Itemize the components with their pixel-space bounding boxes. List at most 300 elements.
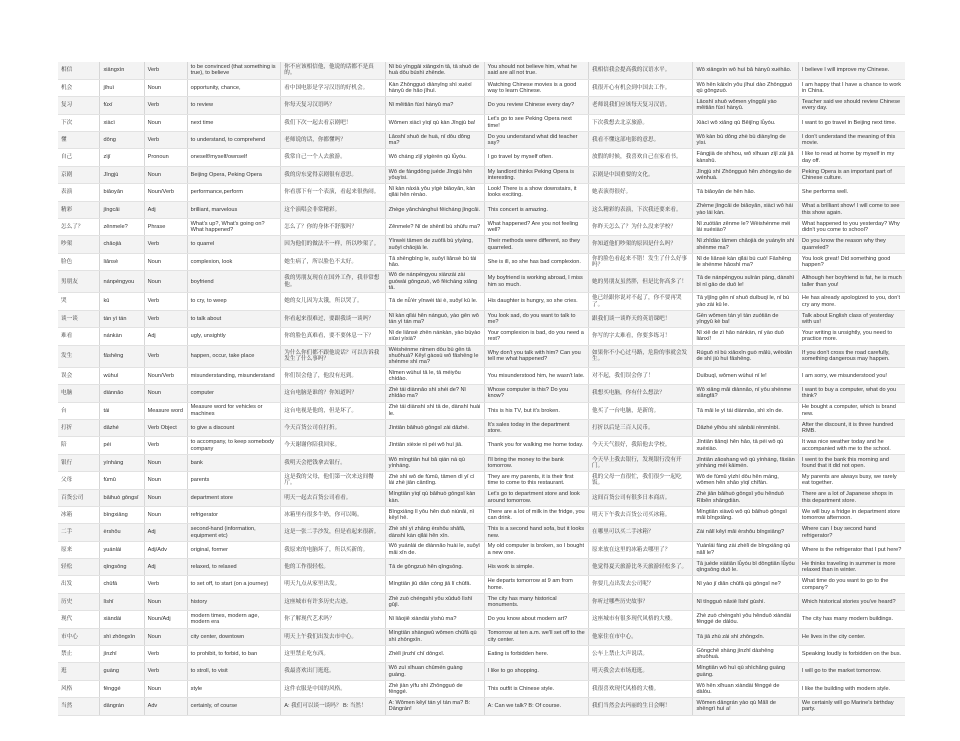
table-row	[58, 201, 905, 218]
cell-part-of-speech: Verb	[144, 663, 187, 680]
cell-example1-chinese: 你看起来很难过，要跟我谈一谈吗？	[281, 310, 385, 327]
table-row	[58, 454, 905, 471]
cell-example1-english: My boyfriend is working abroad, I miss him so much.	[484, 271, 588, 293]
cell-example2-pinyin: Wǒmen dāngrán yào qù Mǎlì de shēngrì huì a!	[693, 698, 798, 715]
cell-pinyin: bǎihuò gōngsī	[100, 489, 144, 506]
cell-part-of-speech: Adj	[144, 201, 187, 218]
cell-example1-english: This concert is amazing.	[484, 201, 588, 218]
cell-example2-pinyin: Nǐ yào jǐ diǎn chūfā qù gōngsī ne?	[693, 576, 798, 593]
table-row	[58, 541, 905, 558]
cell-pinyin: diànnǎo	[100, 385, 144, 402]
cell-example1-chinese: 我常自己一个人去旅游。	[281, 149, 385, 166]
cell-pinyin: jīhuì	[100, 79, 144, 96]
cell-example2-chinese: 今天天气很好，我陪他去学校。	[589, 437, 693, 454]
cell-example2-pinyin: Tā biǎoyǎn de hěn hǎo.	[693, 184, 798, 201]
cell-example1-pinyin: A: Wǒmen kěyǐ tán yì tán ma? B: Dāngrán!	[385, 698, 484, 715]
cell-part-of-speech: Adj	[144, 524, 187, 541]
cell-example1-chinese: 看中国电影是学习汉语的好机会。	[281, 79, 385, 96]
vocabulary-table-body	[58, 62, 905, 715]
cell-example1-english: You should not believe him, what he said are all not true.	[484, 62, 588, 79]
cell-example2-pinyin: Jīngjù shì Zhōngguó hěn zhòngyào de wénhuà.	[693, 166, 798, 183]
cell-pinyin: dǒng	[100, 132, 144, 149]
cell-example1-english: Why don't you talk with him? Can you tell me what happened?	[484, 345, 588, 367]
cell-example1-pinyin: Jīntiān bǎihuò gōngsī zài dǎzhé.	[385, 419, 484, 436]
cell-pinyin: wùhuì	[100, 367, 144, 384]
cell-hanzi: 自己	[58, 149, 100, 166]
table-row	[58, 419, 905, 436]
cell-example2-english: Your writing is unsightly, you need to practice more.	[798, 328, 905, 345]
cell-example1-chinese: 明天九点从家里出发。	[281, 576, 385, 593]
cell-hanzi: 历史	[58, 593, 100, 610]
cell-example1-english: This outfit is Chinese style.	[484, 680, 588, 697]
cell-definition: modern times, modern age, modern era	[187, 611, 281, 628]
cell-pinyin: lìshǐ	[100, 593, 144, 610]
cell-example1-english: Do you understand what did teacher say?	[484, 132, 588, 149]
cell-example1-chinese: 今天百货公司在打折。	[281, 419, 385, 436]
cell-example2-english: I like to read at home by myself in my day off.	[798, 149, 905, 166]
cell-pinyin: liǎnsè	[100, 253, 144, 270]
cell-example1-pinyin: Wǒ de nánpéngyou xiànzài zài guówài gōngzuò, wǒ fēicháng xiǎng tā.	[385, 271, 484, 293]
cell-definition: next time	[187, 114, 281, 131]
cell-example2-chinese: 明天我会去市场逛逛。	[589, 663, 693, 680]
cell-example2-pinyin: Zhème jīngcǎi de biǎoyǎn, xiàcì wǒ hái yào lái kàn.	[693, 201, 798, 218]
cell-example2-pinyin: Yuánlái fàng zài zhèlǐ de bīngxiāng qù nǎlǐ le?	[693, 541, 798, 558]
cell-example1-english: Do you know about modern art?	[484, 611, 588, 628]
cell-example1-chinese: 我的男朋友现在在国外工作，我非常想他。	[281, 271, 385, 293]
cell-example1-english: The city has many historical monuments.	[484, 593, 588, 610]
cell-example2-english: You look great! Did something good happen?	[798, 253, 905, 270]
cell-example2-chinese: 今天早上我去银行，发现银行没有开门。	[589, 454, 693, 471]
cell-example2-chinese: 在哪里可以买二手冰箱？	[589, 524, 693, 541]
cell-part-of-speech: Adv	[144, 698, 187, 715]
cell-example2-chinese: 你昨天怎么了？为什么没来学校？	[589, 219, 693, 236]
cell-example2-chinese: 他买了一台电脑，是新的。	[589, 402, 693, 419]
cell-hanzi: 出发	[58, 576, 100, 593]
cell-part-of-speech: Noun	[144, 472, 187, 489]
cell-example1-english: You look sad, do you want to talk to me?	[484, 310, 588, 327]
cell-example2-pinyin: Tā de nánpéngyou suīrán pàng, dànshì bǐ nǐ gāo de duō le!	[693, 271, 798, 293]
cell-part-of-speech: Verb	[144, 646, 187, 663]
table-row	[58, 114, 905, 131]
cell-example1-chinese: 你了解现代艺术吗？	[281, 611, 385, 628]
cell-part-of-speech: Verb	[144, 576, 187, 593]
cell-example1-pinyin: Nǐ de liǎnsè zhēn nánkàn, yào búyào xiūxi yíxià?	[385, 328, 484, 345]
cell-example2-pinyin: Nǐ zhīdào tāmen chǎojià de yuányīn shì shénme ma?	[693, 236, 798, 253]
cell-part-of-speech: Noun/Verb	[144, 367, 187, 384]
cell-example1-english: He departs tomorrow at 9 am from home.	[484, 576, 588, 593]
cell-example1-pinyin: Wèishénme nǐmen dōu bù gēn tā shuōhuà? Kěyǐ gàosù wǒ fāshēng le shénme shì ma?	[385, 345, 484, 367]
cell-example2-chinese: 他觉得夏天旅游比冬天旅游轻松多了。	[589, 559, 693, 576]
cell-part-of-speech: Noun	[144, 680, 187, 697]
cell-part-of-speech: Noun	[144, 489, 187, 506]
cell-example2-chinese: 这么精彩的表演，下次我还要来看。	[589, 201, 693, 218]
cell-example1-pinyin: Tā de gōngzuò hěn qīngsōng.	[385, 559, 484, 576]
cell-definition: oneself/myself/ownself	[187, 149, 281, 166]
cell-part-of-speech: Noun	[144, 79, 187, 96]
cell-example2-english: Peking Opera is an important part of Chinese culture.	[798, 166, 905, 183]
cell-example1-english: Let's go to department store and look around tomorrow.	[484, 489, 588, 506]
cell-example2-english: He lives in the city center.	[798, 628, 905, 645]
cell-example2-pinyin: Zài nǎlǐ kěyǐ mǎi èrshǒu bīngxiāng?	[693, 524, 798, 541]
cell-example2-pinyin: Tā yǐjīng gēn nǐ shuō duìbuqǐ le, nǐ bú yào zài kū le.	[693, 293, 798, 310]
table-row	[58, 166, 905, 183]
cell-definition: brilliant, marvelous	[187, 201, 281, 218]
cell-example2-english: I like the building with modern style.	[798, 680, 905, 697]
cell-definition: complexion, look	[187, 253, 281, 270]
table-row	[58, 680, 905, 697]
cell-example1-pinyin: Zěnmele? Nǐ de shēntǐ bù shūfu ma?	[385, 219, 484, 236]
cell-example1-chinese: 明天一起去百货公司看看。	[281, 489, 385, 506]
cell-example2-english: Where is the refrigerator that I put here?	[798, 541, 905, 558]
cell-example2-english: We will buy a fridge in department store tomorrow afternoon.	[798, 506, 905, 523]
cell-example1-pinyin: Nǐ kàn qǐlái hěn nánguò, yào gēn wǒ tán yì tán ma?	[385, 310, 484, 327]
cell-example1-pinyin: Míngtiān jiǔ diǎn cóng jiā lǐ chūfā.	[385, 576, 484, 593]
cell-hanzi: 打折	[58, 419, 100, 436]
cell-hanzi: 怎么了？	[58, 219, 100, 236]
cell-example1-english: Watching Chinese movies is a good way to learn Chinese.	[484, 79, 588, 96]
cell-example1-pinyin: Wǒ yuánlái de diànnǎo huài le, suǒyǐ mǎi xīn de.	[385, 541, 484, 558]
cell-example1-pinyin: Nǐ kàn nàxià yǒu yígè biǎoyǎn, kàn qǐlái hěn rènào.	[385, 184, 484, 201]
cell-definition: parents	[187, 472, 281, 489]
cell-example1-pinyin: Zhèlǐ jìnzhǐ chī dōngxī.	[385, 646, 484, 663]
cell-hanzi: 懂	[58, 132, 100, 149]
cell-part-of-speech: Verb Object	[144, 419, 187, 436]
cell-example2-chinese: 京剧是中国重要的文化。	[589, 166, 693, 183]
cell-definition: department store	[187, 489, 281, 506]
cell-example1-chinese: 她的女儿因为太饿，所以哭了。	[281, 293, 385, 310]
cell-definition: boyfriend	[187, 271, 281, 293]
cell-example1-chinese: 这座城市有许多历史古迹。	[281, 593, 385, 610]
cell-hanzi: 父母	[58, 472, 100, 489]
cell-example1-english: Tomorrow at ten a.m. we'll set off to the city center.	[484, 628, 588, 645]
cell-pinyin: xiàcì	[100, 114, 144, 131]
cell-example2-pinyin: Wǒ de fùmǔ yìzhí dōu hěn máng, wǒmen hěn shǎo yìqǐ chīfàn.	[693, 472, 798, 489]
cell-example1-pinyin: Zhè jiàn yīfu shì Zhōngguó de fēnggé.	[385, 680, 484, 697]
cell-pinyin: èrshǒu	[100, 524, 144, 541]
cell-definition: history	[187, 593, 281, 610]
table-row	[58, 576, 905, 593]
cell-example2-english: I am happy that I have a chance to work in China.	[798, 79, 905, 96]
cell-example1-english: I like to go shopping.	[484, 663, 588, 680]
cell-example2-pinyin: Lǎoshī shuō wǒmen yīnggāi yào měitiān fùxí hànyǔ.	[693, 97, 798, 114]
cell-example1-chinese: 她生病了，所以脸色不太好。	[281, 253, 385, 270]
cell-pinyin: shì zhōngxīn	[100, 628, 144, 645]
table-row	[58, 593, 905, 610]
cell-hanzi: 京剧	[58, 166, 100, 183]
cell-part-of-speech: Noun	[144, 253, 187, 270]
cell-pinyin: nánkàn	[100, 328, 144, 345]
cell-pinyin: fùmǔ	[100, 472, 144, 489]
table-row	[58, 253, 905, 270]
cell-example2-english: What happened to you yesterday? Why didn't you come to school?	[798, 219, 905, 236]
cell-example2-chinese: 这座城市有很多现代风格的大楼。	[589, 611, 693, 628]
cell-hanzi: 当然	[58, 698, 100, 715]
cell-example1-english: His work is simple.	[484, 559, 588, 576]
cell-hanzi: 电脑	[58, 385, 100, 402]
cell-example2-english: After the discount, it is three hundred RMB.	[798, 419, 905, 436]
cell-example1-pinyin: Wǒ míngtiān huì bǎ qián ná qù yínháng.	[385, 454, 484, 471]
cell-example2-chinese: 你的脸色看起来不错！发生了什么好事吗？	[589, 253, 693, 270]
cell-example2-chinese: 你听过哪些历史故事？	[589, 593, 693, 610]
cell-example1-english: His daughter is hungry, so she cries.	[484, 293, 588, 310]
cell-example2-chinese: 我相信我会提高我的汉语水平。	[589, 62, 693, 79]
cell-example1-pinyin: Tā de nǚ'ér yīnwèi tài è, suǒyǐ kū le.	[385, 293, 484, 310]
cell-definition: relaxed, to relaxed	[187, 559, 281, 576]
cell-hanzi: 轻松	[58, 559, 100, 576]
cell-definition: style	[187, 680, 281, 697]
cell-example2-pinyin: Zhè zuò chéngshì yǒu hěnduō xiàndài fēnggé de dàlóu.	[693, 611, 798, 628]
cell-example1-pinyin: Zhè shì yì zhāng èrshǒu shāfā, dànshì kàn qǐlái hěn xīn.	[385, 524, 484, 541]
cell-definition: bank	[187, 454, 281, 471]
table-row	[58, 345, 905, 367]
cell-part-of-speech: Noun	[144, 628, 187, 645]
table-row	[58, 219, 905, 236]
table-row	[58, 293, 905, 310]
cell-example2-pinyin: Wǒ kàn bù dǒng zhè bù diànyǐng de yìsi.	[693, 132, 798, 149]
cell-part-of-speech: Noun	[144, 506, 187, 523]
cell-pinyin: chūfā	[100, 576, 144, 593]
cell-example2-english: I believe I will improve my Chinese.	[798, 62, 905, 79]
cell-example2-english: There are a lot of Japanese shops in this department store.	[798, 489, 905, 506]
cell-example2-english: Which historical stories you've heard?	[798, 593, 905, 610]
cell-example2-english: If you don't cross the road carefully, something dangerous may happen.	[798, 345, 905, 367]
cell-example2-english: Although her boyfriend is fat, he is much taller than you!	[798, 271, 905, 293]
cell-example2-english: What a brilliant show! I will come to see this show again.	[798, 201, 905, 218]
cell-definition: to quarrel	[187, 236, 281, 253]
cell-example2-chinese: 我的父母一直很忙，我们很少一起吃饭。	[589, 472, 693, 489]
table-row	[58, 698, 905, 715]
cell-example1-chinese: 你看那下有一个表演，看起来很热闹。	[281, 184, 385, 201]
cell-hanzi: 冰箱	[58, 506, 100, 523]
cell-part-of-speech: Pronoun	[144, 149, 187, 166]
table-row	[58, 663, 905, 680]
table-row	[58, 437, 905, 454]
cell-definition: refrigerator	[187, 506, 281, 523]
cell-example1-chinese: 你的脸色真难看，要不要休息一下？	[281, 328, 385, 345]
cell-example2-pinyin: Rúguǒ nǐ bù xiǎoxīn guò mǎlù, wēixiǎn de shì jiù huì fāshēng.	[693, 345, 798, 367]
cell-definition: Measure word for vehicles or machines	[187, 402, 281, 419]
cell-hanzi: 台	[58, 402, 100, 419]
cell-example1-pinyin: Nǐ bù yīnggāi xiāngxìn tā, tā shuō de huà dōu búshì zhēnde.	[385, 62, 484, 79]
cell-example1-english: Eating is forbidden here.	[484, 646, 588, 663]
table-row	[58, 385, 905, 402]
cell-pinyin: tán yì tán	[100, 310, 144, 327]
table-row	[58, 271, 905, 293]
cell-example2-english: I don't understand the meaning of this movie.	[798, 132, 905, 149]
cell-definition: opportunity, chance,	[187, 79, 281, 96]
cell-definition: to review	[187, 97, 281, 114]
cell-example1-english: She is ill, so she has bad complexion.	[484, 253, 588, 270]
cell-example1-pinyin: Jīntiān xièxie nǐ péi wǒ huí jiā.	[385, 437, 484, 454]
cell-pinyin: fēnggé	[100, 680, 144, 697]
cell-definition: happen, occur, take place	[187, 345, 281, 367]
cell-part-of-speech: Noun	[144, 385, 187, 402]
cell-example1-chinese: 因为他们的做法不一样，所以吵架了。	[281, 236, 385, 253]
cell-part-of-speech: Noun/Verb	[144, 184, 187, 201]
cell-pinyin: biǎoyǎn	[100, 184, 144, 201]
cell-example2-pinyin: Dǎzhé yǐhòu shì sānbǎi rénmínbì.	[693, 419, 798, 436]
table-row	[58, 489, 905, 506]
cell-example2-pinyin: Wǒ xiǎng mǎi diànnǎo, nǐ yǒu shénme xiǎngfǎ?	[693, 385, 798, 402]
cell-example2-english: She performs well.	[798, 184, 905, 201]
cell-pinyin: xiàndài	[100, 611, 144, 628]
cell-example2-chinese: 如果你不小心过马路，危险的事就会发生。	[589, 345, 693, 367]
cell-pinyin: chǎojià	[100, 236, 144, 253]
cell-pinyin: guàng	[100, 663, 144, 680]
cell-example1-chinese: 这件衣服是中国的风格。	[281, 680, 385, 697]
cell-example2-english: He bought a computer, which is brand new.	[798, 402, 905, 419]
cell-example1-chinese: 你每天复习汉语吗？	[281, 97, 385, 114]
cell-hanzi: 精彩	[58, 201, 100, 218]
cell-example2-chinese: 放假的时候，我喜欢自己在家看书。	[589, 149, 693, 166]
cell-example1-chinese: 明天上午我们出发去市中心。	[281, 628, 385, 645]
cell-hanzi: 谈一谈	[58, 310, 100, 327]
cell-part-of-speech: Measure word	[144, 402, 187, 419]
cell-example1-english: What happened? Are you not feeling well?	[484, 219, 588, 236]
cell-example2-english: He thinks traveling in summer is more relaxed than in winter.	[798, 559, 905, 576]
cell-part-of-speech: Adj/Adv	[144, 541, 187, 558]
cell-example2-pinyin: Míngtiān wǒ huì qù shìchǎng guàng guàng.	[693, 663, 798, 680]
cell-example1-chinese: 这是一张二手沙发，但是看起来很新。	[281, 524, 385, 541]
cell-example2-pinyin: Nǐ tīngguò nǎxiē lìshǐ gùshì.	[693, 593, 798, 610]
cell-definition: to accompany, to keep somebody company	[187, 437, 281, 454]
cell-hanzi: 下次	[58, 114, 100, 131]
cell-example2-pinyin: Tā jiā zhù zài shì zhōngxīn.	[693, 628, 798, 645]
table-row	[58, 310, 905, 327]
cell-hanzi: 禁止	[58, 646, 100, 663]
cell-example1-pinyin: Nǐmen wùhuì tā le, tā méiyǒu chídào.	[385, 367, 484, 384]
cell-example2-english: I am sorry, we misunderstood you!	[798, 367, 905, 384]
cell-example1-pinyin: Wǒ de fángdōng juéde Jīngjù hěn yǒuyìsi.	[385, 166, 484, 183]
cell-definition: city center, downtown	[187, 628, 281, 645]
table-row	[58, 132, 905, 149]
cell-example2-chinese: 我们当然会去玛丽的生日会啊！	[589, 698, 693, 715]
cell-example1-chinese: 这是我的父母，他们第一次来这间餐厅。	[281, 472, 385, 489]
cell-pinyin: fùxí	[100, 97, 144, 114]
cell-pinyin: péi	[100, 437, 144, 454]
cell-definition: to talk about	[187, 310, 281, 327]
cell-example1-chinese: 怎么了？你的身体不舒服吗？	[281, 219, 385, 236]
cell-definition: certainly, of course	[187, 698, 281, 715]
table-row	[58, 524, 905, 541]
cell-pinyin: yuánlái	[100, 541, 144, 558]
cell-part-of-speech: Noun	[144, 593, 187, 610]
cell-definition: to set off, to start (on a journey)	[187, 576, 281, 593]
cell-example2-english: I will go to the market tomorrow.	[798, 663, 905, 680]
cell-definition: ugly, unsightly	[187, 328, 281, 345]
cell-example2-english: It was nice weather today and he accompanied with me to the school.	[798, 437, 905, 454]
cell-example2-chinese: 我很开心有机会到中国去工作。	[589, 79, 693, 96]
cell-hanzi: 吵架	[58, 236, 100, 253]
cell-pinyin: dāngrán	[100, 698, 144, 715]
cell-example2-pinyin: Nǐ zuótiān zěnme le? Wèishénme méi lái xuéxiào?	[693, 219, 798, 236]
cell-example2-english: My parents are always busy, we rarely eat together.	[798, 472, 905, 489]
cell-example2-pinyin: Wǒ hěn xǐhuan xiàndài fēnggé de dàlóu.	[693, 680, 798, 697]
cell-pinyin: jīngcǎi	[100, 201, 144, 218]
cell-example1-chinese: 老师说的话，你都懂吗？	[281, 132, 385, 149]
cell-part-of-speech: Adj	[144, 559, 187, 576]
cell-example2-pinyin: Míngtiān xiàwǔ wǒ qù bǎihuò gōngsī mǎi bīngxiāng.	[693, 506, 798, 523]
cell-definition: computer	[187, 385, 281, 402]
table-row	[58, 79, 905, 96]
cell-example1-pinyin: Zhè zuò chéngshì yǒu xǔduō lìshǐ gǔjì.	[385, 593, 484, 610]
cell-example2-chinese: 跟我们谈一谈昨天的英语课吧！	[589, 310, 693, 327]
cell-example1-pinyin: Tā shēngbìng le, suǒyǐ liǎnsè bù tài hǎo.	[385, 253, 484, 270]
cell-example2-pinyin: Jīntiān tiānqì hěn hǎo, tā péi wǒ qù xuéxiào.	[693, 437, 798, 454]
cell-part-of-speech: Verb	[144, 132, 187, 149]
cell-pinyin: zìjǐ	[100, 149, 144, 166]
cell-example1-english: Thank you for walking me home today.	[484, 437, 588, 454]
table-row	[58, 611, 905, 628]
cell-example1-english: Your complexion is bad, do you need a rest?	[484, 328, 588, 345]
cell-pinyin: zěnmele?	[100, 219, 144, 236]
cell-definition: to prohibit, to forbid, to ban	[187, 646, 281, 663]
cell-pinyin: qīngsōng	[100, 559, 144, 576]
cell-example2-chinese: 老师说我们应该每天复习汉语。	[589, 97, 693, 114]
cell-example1-english: There are a lot of milk in the fridge, you can drink.	[484, 506, 588, 523]
cell-example2-pinyin: Gōngchē shàng jìnzhǐ dàshēng shuōhuà.	[693, 646, 798, 663]
cell-example2-chinese: 他已经跟你说对不起了，你不要再哭了。	[589, 293, 693, 310]
cell-part-of-speech: Noun	[144, 454, 187, 471]
cell-example2-pinyin: Wǒ xiāngxìn wǒ huì bǎ hànyǔ xuéhǎo.	[693, 62, 798, 79]
cell-example1-english: A: Can we talk? B: Of course.	[484, 698, 588, 715]
cell-example1-english: Whose computer is this? Do you know?	[484, 385, 588, 402]
cell-hanzi: 陪	[58, 437, 100, 454]
cell-example2-pinyin: Gēn wǒmen tán yì tán zuótiān de yīngyǔ kè ba!	[693, 310, 798, 327]
cell-example2-pinyin: Wǒ hěn kāixīn yǒu jīhuì dào Zhōngguó qù gōngzuò.	[693, 79, 798, 96]
cell-example2-pinyin: Tā juéde xiàtiān lǚyóu bǐ dōngtiān lǚyóu qīngsōng duō le.	[693, 559, 798, 576]
table-row	[58, 646, 905, 663]
cell-example2-pinyin: Tā mǎi le yì tái diànnǎo, shì xīn de.	[693, 402, 798, 419]
cell-hanzi: 百货公司	[58, 489, 100, 506]
cell-example1-pinyin: Bīngxiāng lǐ yǒu hěn duō niúnǎi, nǐ kěyǐ hē.	[385, 506, 484, 523]
table-row	[58, 402, 905, 419]
cell-example1-chinese: 他的工作很轻松。	[281, 559, 385, 576]
cell-hanzi: 原来	[58, 541, 100, 558]
cell-example2-english: Teacher said we should review Chinese every day.	[798, 97, 905, 114]
table-row	[58, 367, 905, 384]
cell-part-of-speech: Verb	[144, 97, 187, 114]
cell-definition: misunderstanding, misunderstand	[187, 367, 281, 384]
cell-example2-pinyin: Fàngjià de shíhou, wǒ xǐhuan zìjǐ zài jiā kànshū.	[693, 149, 798, 166]
cell-example1-english: Their methods were different, so they quarreled.	[484, 236, 588, 253]
cell-example2-chinese: 你要几点出发去公司呢？	[589, 576, 693, 593]
cell-example2-chinese: 对不起，我们误会你了！	[589, 367, 693, 384]
cell-part-of-speech: Noun	[144, 271, 187, 293]
cell-example2-english: The city has many modern buildings.	[798, 611, 905, 628]
cell-example1-pinyin: Nǐ měitiān fùxí hànyǔ ma?	[385, 97, 484, 114]
cell-example1-english: Look! There is a show downstairs, it looks exciting.	[484, 184, 588, 201]
cell-example2-english: Talk about English class of yesterday with us!	[798, 310, 905, 327]
cell-example2-pinyin: Xiàcì wǒ xiǎng qù Běijīng lǚyóu.	[693, 114, 798, 131]
cell-example1-chinese: 这里禁止吃东西。	[281, 646, 385, 663]
cell-example2-chinese: 你写的字太难看，你要多练习！	[589, 328, 693, 345]
cell-part-of-speech: Verb	[144, 236, 187, 253]
cell-hanzi: 逛	[58, 663, 100, 680]
cell-example1-chinese: 冰箱里有很多牛奶，你可以喝。	[281, 506, 385, 523]
cell-part-of-speech: Adj	[144, 328, 187, 345]
cell-hanzi: 复习	[58, 97, 100, 114]
table-row	[58, 97, 905, 114]
cell-part-of-speech: Phrase	[144, 219, 187, 236]
cell-part-of-speech: Verb	[144, 310, 187, 327]
cell-hanzi: 现代	[58, 611, 100, 628]
cell-pinyin: bīngxiāng	[100, 506, 144, 523]
table-row	[58, 628, 905, 645]
cell-part-of-speech: Verb	[144, 293, 187, 310]
cell-hanzi: 误会	[58, 367, 100, 384]
cell-example2-english: I went to the bank this morning and found that it did not open.	[798, 454, 905, 471]
